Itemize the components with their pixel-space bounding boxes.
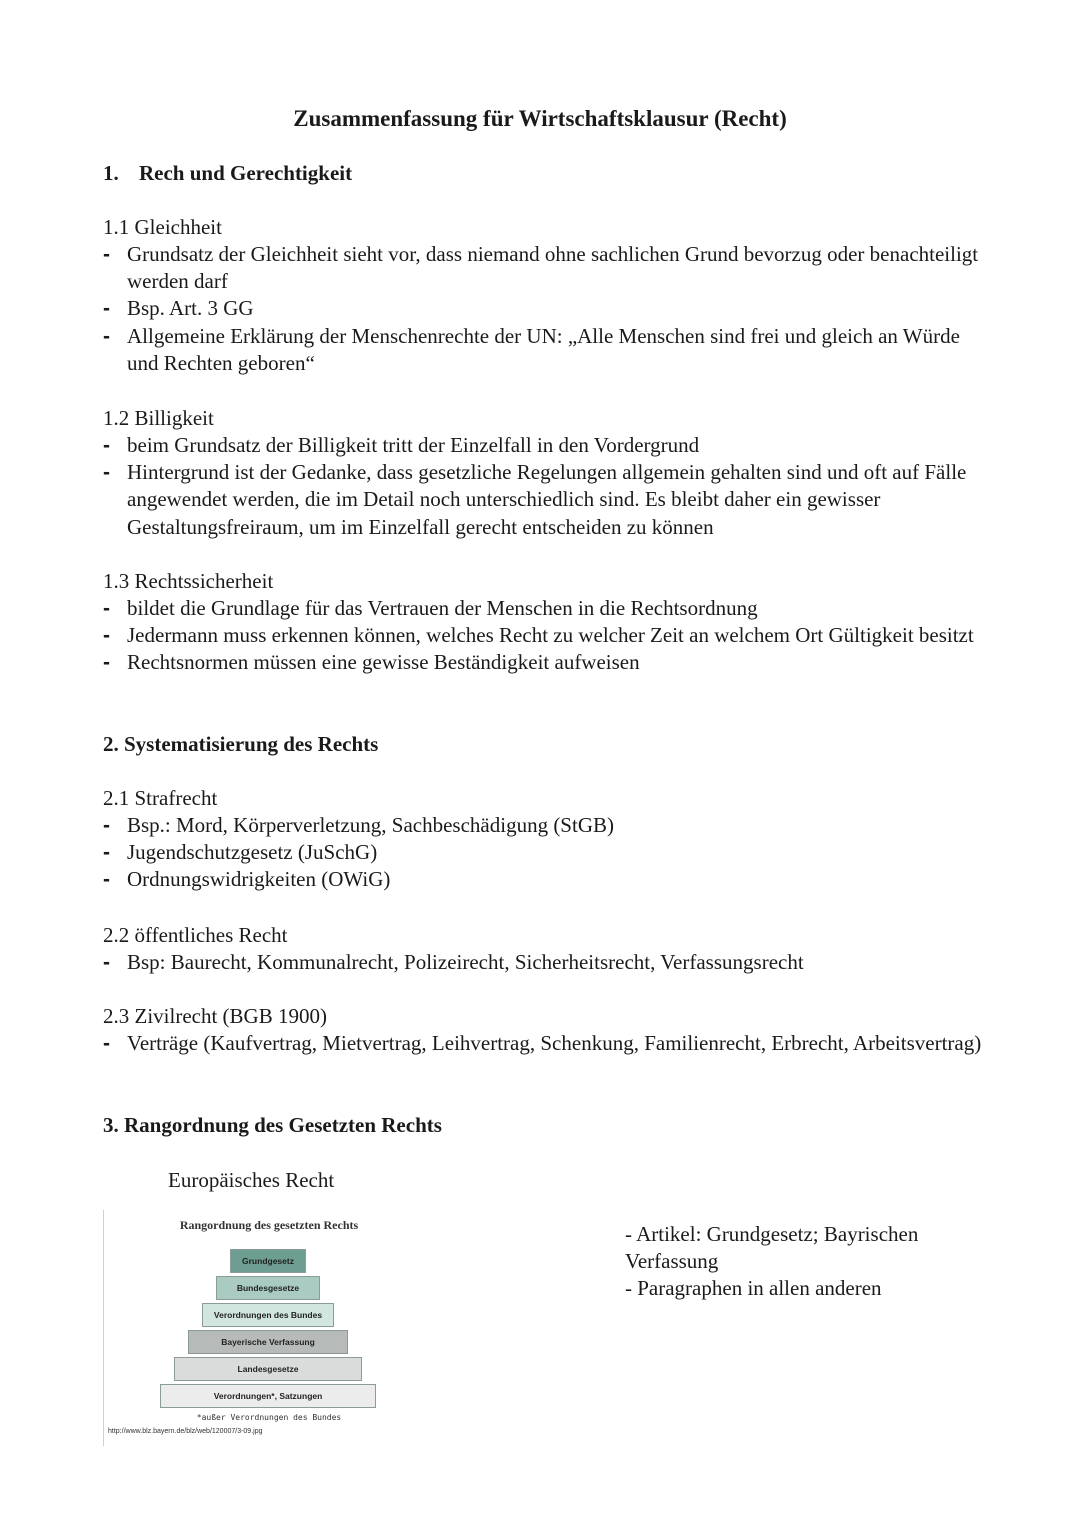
list-item: - Bsp: Baurecht, Kommunalrecht, Polizeirecht, Sicherheitsrecht, Verfassungsrecht (103, 949, 983, 976)
note-line: - Artikel: Grundgesetz; Bayrischen Verfassung (625, 1222, 919, 1274)
subsection-1-1-list (103, 241, 983, 377)
list-item: - Ordnungswidrigkeiten (OWiG) (103, 866, 983, 893)
subsection-1-3-heading: 1.3 Rechtssicherheit (103, 569, 274, 593)
figure-title: Rangordnung des gesetzten Rechts (179, 1218, 359, 1232)
section-1-number: 1. (103, 161, 119, 185)
european-law-label: Europäisches Recht (168, 1168, 335, 1192)
subsection-2-2-heading: 2.2 öffentliches Recht (103, 923, 288, 947)
pyramid-level-grundgesetz: Grundgesetz (230, 1249, 306, 1273)
list-item: - bildet die Grundlage für das Vertrauen der Menschen in die Rechtsordnung (103, 595, 983, 622)
list-item: - Jugendschutzgesetz (JuSchG) (103, 839, 983, 866)
section-1-heading (103, 160, 352, 187)
list-item: - Bsp. Art. 3 GG (103, 295, 983, 322)
pyramid-level-landesgesetze: Landesgesetze (174, 1357, 362, 1381)
section-3-notes (625, 1221, 955, 1303)
pyramid-level-verordnungen-bund: Verordnungen des Bundes (202, 1303, 334, 1327)
section-2-heading: 2. Systematisierung des Rechts (103, 732, 379, 756)
pyramid-level-verordnungen-satzungen: Verordnungen*, Satzungen (160, 1384, 376, 1408)
list-item: - Verträge (Kaufvertrag, Mietvertrag, Leihvertrag, Schenkung, Familienrecht, Erbrecht, Arbeitsvertrag) (103, 1030, 983, 1057)
subsection-1-2-heading: 1.2 Billigkeit (103, 406, 214, 430)
subsection-2-3-heading: 2.3 Zivilrecht (BGB 1900) (103, 1004, 327, 1028)
section-1-title: Rech und Gerechtigkeit (139, 161, 353, 185)
list-item: - Allgemeine Erklärung der Menschenrechte der UN: „Alle Menschen sind frei und gleich an Würde und Rechten geboren“ (103, 323, 983, 377)
subsection-2-1-list (103, 812, 983, 894)
pyramid-level-bundesgesetze: Bundesgesetze (216, 1276, 320, 1300)
list-item: - Jedermann muss erkennen können, welches Recht zu welcher Zeit an welchem Ort Gültigkeit besitzt (103, 622, 983, 649)
subsection-2-3-list (103, 1030, 983, 1057)
subsection-1-1-heading: 1.1 Gleichheit (103, 215, 222, 239)
hierarchy-figure (103, 1210, 394, 1446)
document-title: Zusammenfassung für Wirtschaftsklausur (Recht) (293, 106, 787, 131)
subsection-2-1-heading: 2.1 Strafrecht (103, 786, 218, 810)
figure-footnote: *außer Verordnungen des Bundes (196, 1413, 342, 1422)
note-line: - Paragraphen in allen anderen (625, 1276, 882, 1301)
list-item: - Bsp.: Mord, Körperverletzung, Sachbeschädigung (StGB) (103, 812, 983, 839)
subsection-1-2-list (103, 432, 983, 541)
figure-source-url: http://www.blz.bayern.de/blz/web/120007/3-09.jpg (108, 1428, 263, 1435)
subsection-2-2-list (103, 949, 983, 976)
pyramid-level-bayerische-verfassung: Bayerische Verfassung (188, 1330, 348, 1354)
subsection-1-3-list (103, 595, 983, 677)
list-item: - Hintergrund ist der Gedanke, dass gesetzliche Regelungen allgemein gehalten sind und oft auf Fälle angewendet werden, die im Detail noch unterschiedlich sind. Es bleibt daher ein gewisser Gestaltungsfreiraum, um im Einzelfall gerecht entscheiden zu können (103, 459, 983, 541)
section-3-heading: 3. Rangordnung des Gesetzten Rechts (103, 1113, 442, 1137)
list-item: - Rechtsnormen müssen eine gewisse Beständigkeit aufweisen (103, 649, 983, 676)
list-item: - beim Grundsatz der Billigkeit tritt der Einzelfall in den Vordergrund (103, 432, 983, 459)
list-item: - Grundsatz der Gleichheit sieht vor, dass niemand ohne sachlichen Grund bevorzug oder benachteiligt werden darf (103, 241, 983, 295)
